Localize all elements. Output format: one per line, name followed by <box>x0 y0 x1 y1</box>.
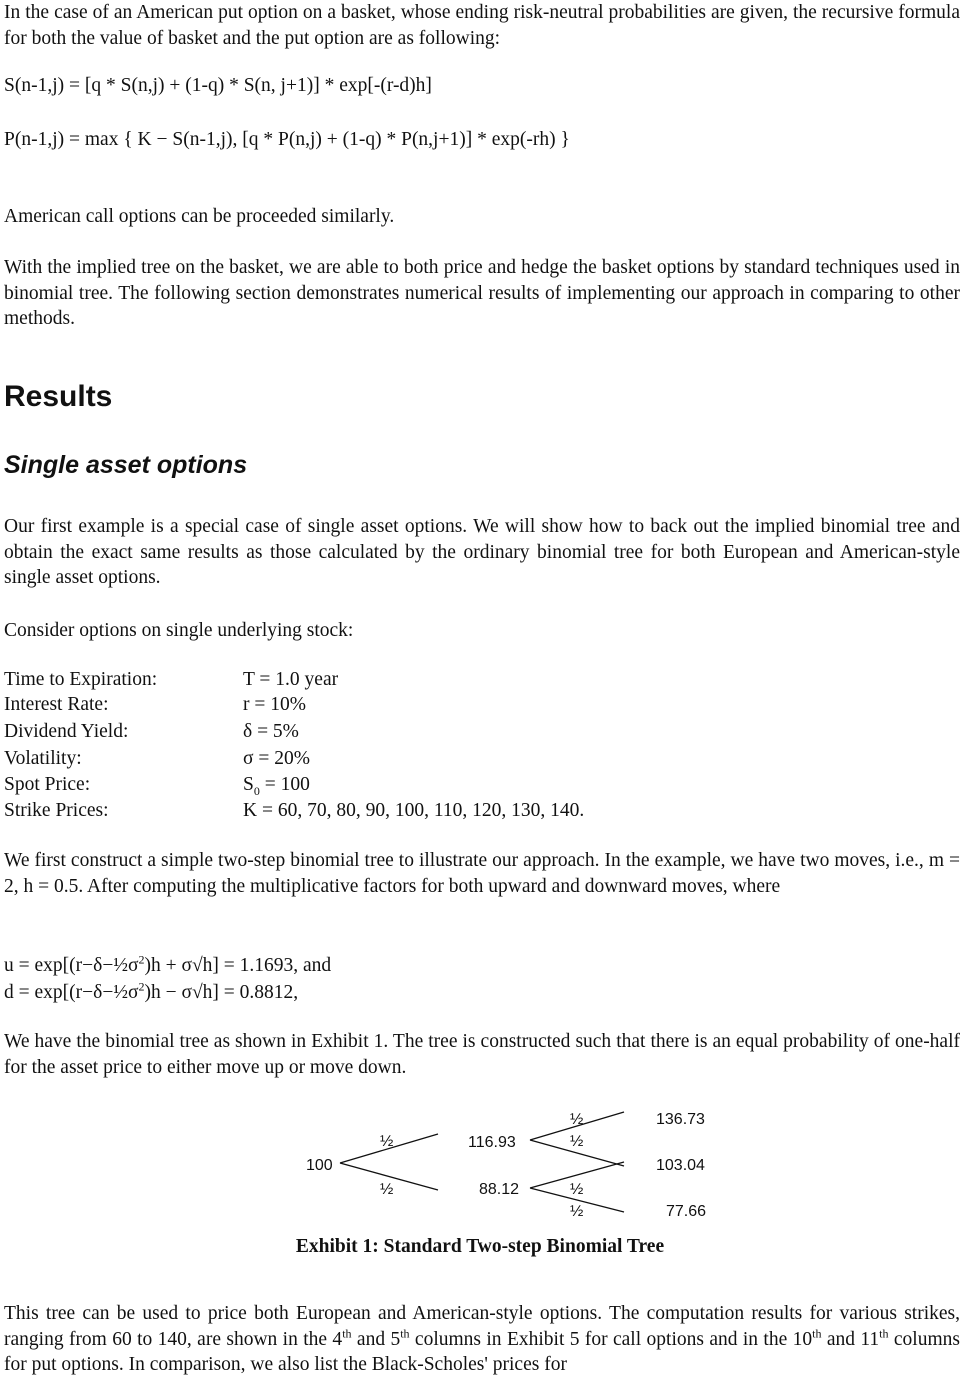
param-value: K = 60, 70, 80, 90, 100, 110, 120, 130, 140. <box>243 800 585 821</box>
single-asset-heading: Single asset options <box>4 451 248 479</box>
spot-subscript: 0 <box>253 783 260 798</box>
construct-paragraph: We first construct a simple two-step binomial tree to illustrate our approach. In the example, we have two moves, i.e., m = 2, h = 0.5. After computing the multiplicative factors for both upward and downward moves, where <box>4 850 960 897</box>
exhibit-caption: Exhibit 1: Standard Two-step Binomial Tree <box>295 1236 665 1257</box>
ordinal-suffix: th <box>342 1326 352 1340</box>
param-value: σ = 20% <box>243 748 311 769</box>
u-eq-sup: 2 <box>138 952 145 967</box>
param-label: Volatility: <box>4 748 82 769</box>
param-label: Strike Prices: <box>4 800 109 821</box>
u-equation <box>4 953 331 978</box>
tree-probability: ½ <box>380 1133 394 1150</box>
closing-text: columns for put options. In comparison, we also list the Black-Scholes' prices for <box>4 1328 960 1375</box>
param-label: Dividend Yield: <box>4 721 129 742</box>
spot-symbol: S <box>243 774 254 795</box>
param-label: Time to Expiration: <box>4 669 158 690</box>
d-equation <box>4 980 298 1005</box>
tree-node-root: 100 <box>306 1157 333 1174</box>
closing-text: and 11 <box>821 1328 880 1350</box>
d-eq-post: )h − σ√h] = 0.8812, <box>144 982 299 1003</box>
param-value: T = 1.0 year <box>243 669 339 690</box>
u-eq-post: )h + σ√h] = 1.1693, and <box>144 955 332 976</box>
call-note: American call options can be proceeded similarly. <box>4 206 395 227</box>
closing-text: This tree can be used to price both European and American-style options. The computation results for various strikes, ranging from 60 to 140, are shown in the 4 <box>4 1303 960 1350</box>
tree-node-up-down: 103.04 <box>656 1157 705 1174</box>
u-eq-pre: u = exp[(r−δ−½σ <box>4 955 139 976</box>
tree-probability: ½ <box>570 1181 584 1198</box>
tree-probability: ½ <box>570 1133 584 1150</box>
intro-paragraph: In the case of an American put option on a basket, whose ending risk-neutral probabilities are given, the recursive formula for both the value of basket and the put option are as following: <box>4 2 960 49</box>
implied-tree-paragraph: With the implied tree on the basket, we are able to both price and hedge the basket options by standard techniques used in binomial tree. The following section demonstrates numerical results of implementing our approach in comparing to other methods. <box>4 257 960 329</box>
d-eq-sup: 2 <box>138 979 145 994</box>
param-value: r = 10% <box>243 694 306 715</box>
tree-node-up-up: 136.73 <box>656 1111 705 1128</box>
binomial-tree-diagram <box>0 1100 960 1225</box>
param-label: Spot Price: <box>4 774 91 795</box>
ordinal-suffix: th <box>400 1326 410 1340</box>
param-label: Interest Rate: <box>4 694 109 715</box>
tree-description-paragraph: We have the binomial tree as shown in Exhibit 1. The tree is constructed such that there is an equal probability of one-half for the asset price to either move up or move down. <box>4 1031 960 1078</box>
basket-value-equation: S(n-1,j) = [q * S(n,j) + (1-q) * S(n, j+1)] * exp[-(r-d)h] <box>4 75 432 96</box>
closing-text: and 5 <box>351 1328 401 1350</box>
d-eq-pre: d = exp[(r−δ−½σ <box>4 982 139 1003</box>
param-value <box>243 772 310 797</box>
tree-probability: ½ <box>380 1181 394 1198</box>
ordinal-suffix: th <box>812 1326 822 1340</box>
results-heading: Results <box>4 380 113 413</box>
tree-probability: ½ <box>570 1111 584 1128</box>
tree-node-down-down: 77.66 <box>666 1203 707 1220</box>
first-example-paragraph: Our first example is a special case of single asset options. We will show how to back out the implied binomial tree and obtain the exact same results as those calculated by the ordinary binomial tree for both European and American-style single asset options. <box>4 516 960 588</box>
closing-text: columns in Exhibit 5 for call options and in the 10 <box>409 1328 813 1350</box>
consider-options-text: Consider options on single underlying stock: <box>4 620 354 641</box>
tree-probability: ½ <box>570 1203 584 1220</box>
param-value: δ = 5% <box>243 721 299 742</box>
tree-node-down: 88.12 <box>479 1181 520 1198</box>
put-value-equation: P(n-1,j) = max { K − S(n-1,j), [q * P(n,j) + (1-q) * P(n,j+1)] * exp(-rh) } <box>4 129 570 150</box>
tree-node-up: 116.93 <box>468 1134 516 1151</box>
ordinal-suffix: th <box>879 1326 889 1340</box>
closing-paragraph <box>4 1301 960 1378</box>
spot-value: = 100 <box>259 774 310 795</box>
